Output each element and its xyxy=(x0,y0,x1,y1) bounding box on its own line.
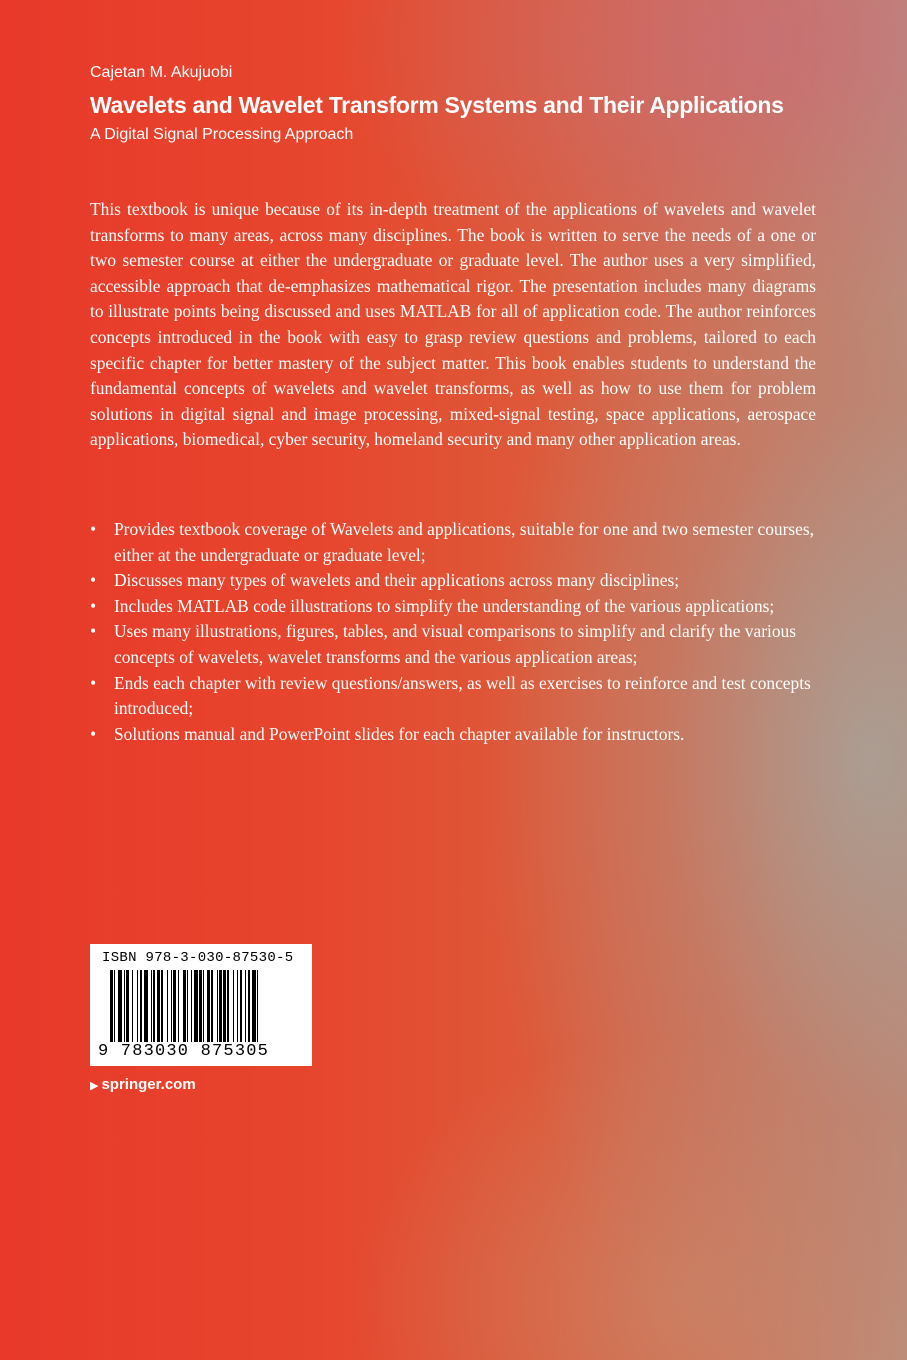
barcode-bar xyxy=(171,970,172,1042)
list-item: • Uses many illustrations, figures, tables, and visual comparisons to simplify and clarify the various concepts of wavelets, wavelet transforms and the various application areas; xyxy=(90,621,796,667)
barcode-bar xyxy=(126,970,129,1042)
barcode-bar xyxy=(257,970,258,1042)
barcode-bars xyxy=(110,970,302,1042)
feature-list xyxy=(90,517,816,747)
list-item: • Includes MATLAB code illustrations to simplify the understanding of the various applications; xyxy=(90,594,816,620)
barcode-bar xyxy=(245,970,246,1042)
barcode-bar xyxy=(240,970,243,1042)
barcode-bar xyxy=(217,970,218,1042)
book-title: Wavelets and Wavelet Transform Systems and Their Applications xyxy=(90,92,784,118)
barcode-bar xyxy=(144,970,148,1042)
list-item: • Solutions manual and PowerPoint slides for each chapter available for instructors. xyxy=(90,722,816,748)
barcode-bar xyxy=(161,970,162,1042)
barcode-bar xyxy=(252,970,256,1042)
barcode-bar xyxy=(227,970,228,1042)
barcode-bar xyxy=(167,970,168,1042)
book-subtitle: A Digital Signal Processing Approach xyxy=(90,126,354,143)
bullet-icon: • xyxy=(90,621,97,642)
barcode-bar xyxy=(114,970,115,1042)
barcode-bar xyxy=(140,970,143,1042)
barcode-bar xyxy=(248,970,251,1042)
bullet-icon: • xyxy=(90,723,97,744)
barcode-bar xyxy=(219,970,222,1042)
list-item: • Ends each chapter with review questions/answers, as well as exercises to reinforce and test concepts introduced; xyxy=(90,672,811,719)
isbn-label: ISBN 978-3-030-87530-5 xyxy=(102,950,294,966)
list-item: • Provides textbook coverage of Wavelets and applications, suitable for one and two semester courses, either at the undergraduate or graduate level; xyxy=(90,519,814,565)
barcode-block xyxy=(90,944,312,1066)
description-paragraph: This textbook is unique because of its in-depth treatment of the applications of wavelets and wavelet transforms to many areas, across many disciplines. The book is written to serve the needs of a one or two semester course at either the undergraduate or graduate level. The author uses a very simplified, accessible approach that de-emphasizes mathematical rigor. The presentation includes many diagrams to illustrate points being discussed and uses MATLAB for all of application code. The author reinforces concepts introduced in the book with easy to grasp review questions and problems, tailored to each specific chapter for better mastery of the subject matter. This book enables students to understand the fundamental concepts of wavelets and wavelet transforms, as well as how to use them for problem solutions in digital signal and image processing, mixed-signal testing, space applications, aerospace applications, biomedical, cyber security, homeland security and many other application areas. xyxy=(90,199,816,450)
arrow-icon: ▶ xyxy=(90,1080,99,1092)
author-name: Cajetan M. Akujuobi xyxy=(90,64,233,81)
barcode-bar xyxy=(211,970,212,1042)
barcode-bar xyxy=(187,970,188,1042)
barcode-bar xyxy=(223,970,226,1042)
barcode-bar xyxy=(132,970,133,1042)
barcode-bar xyxy=(118,970,122,1042)
barcode-bar xyxy=(178,970,179,1042)
publisher-url: springer.com xyxy=(101,1076,196,1093)
barcode-bar xyxy=(124,970,125,1042)
barcode-bar xyxy=(207,970,210,1042)
barcode-bar xyxy=(183,970,186,1042)
bullet-icon: • xyxy=(90,570,97,591)
barcode-bar xyxy=(157,970,160,1042)
barcode-bar xyxy=(110,970,113,1042)
barcode-bar xyxy=(199,970,202,1042)
barcode-bar xyxy=(173,970,176,1042)
barcode-digits: 9 783030 875305 xyxy=(98,1042,270,1061)
bullet-icon: • xyxy=(90,519,97,539)
barcode-bar xyxy=(153,970,154,1042)
barcode-bar xyxy=(151,970,152,1042)
list-item: • Discusses many types of wavelets and their applications across many disciplines; xyxy=(90,568,816,594)
barcode-bar xyxy=(137,970,138,1042)
barcode-bar xyxy=(194,970,198,1042)
bullet-icon: • xyxy=(90,672,97,693)
barcode-bar xyxy=(237,970,238,1042)
barcode-bar xyxy=(203,970,204,1042)
publisher-link[interactable] xyxy=(90,1076,196,1093)
barcode-bar xyxy=(191,970,192,1042)
bullet-icon: • xyxy=(90,595,97,616)
barcode-bar xyxy=(233,970,234,1042)
